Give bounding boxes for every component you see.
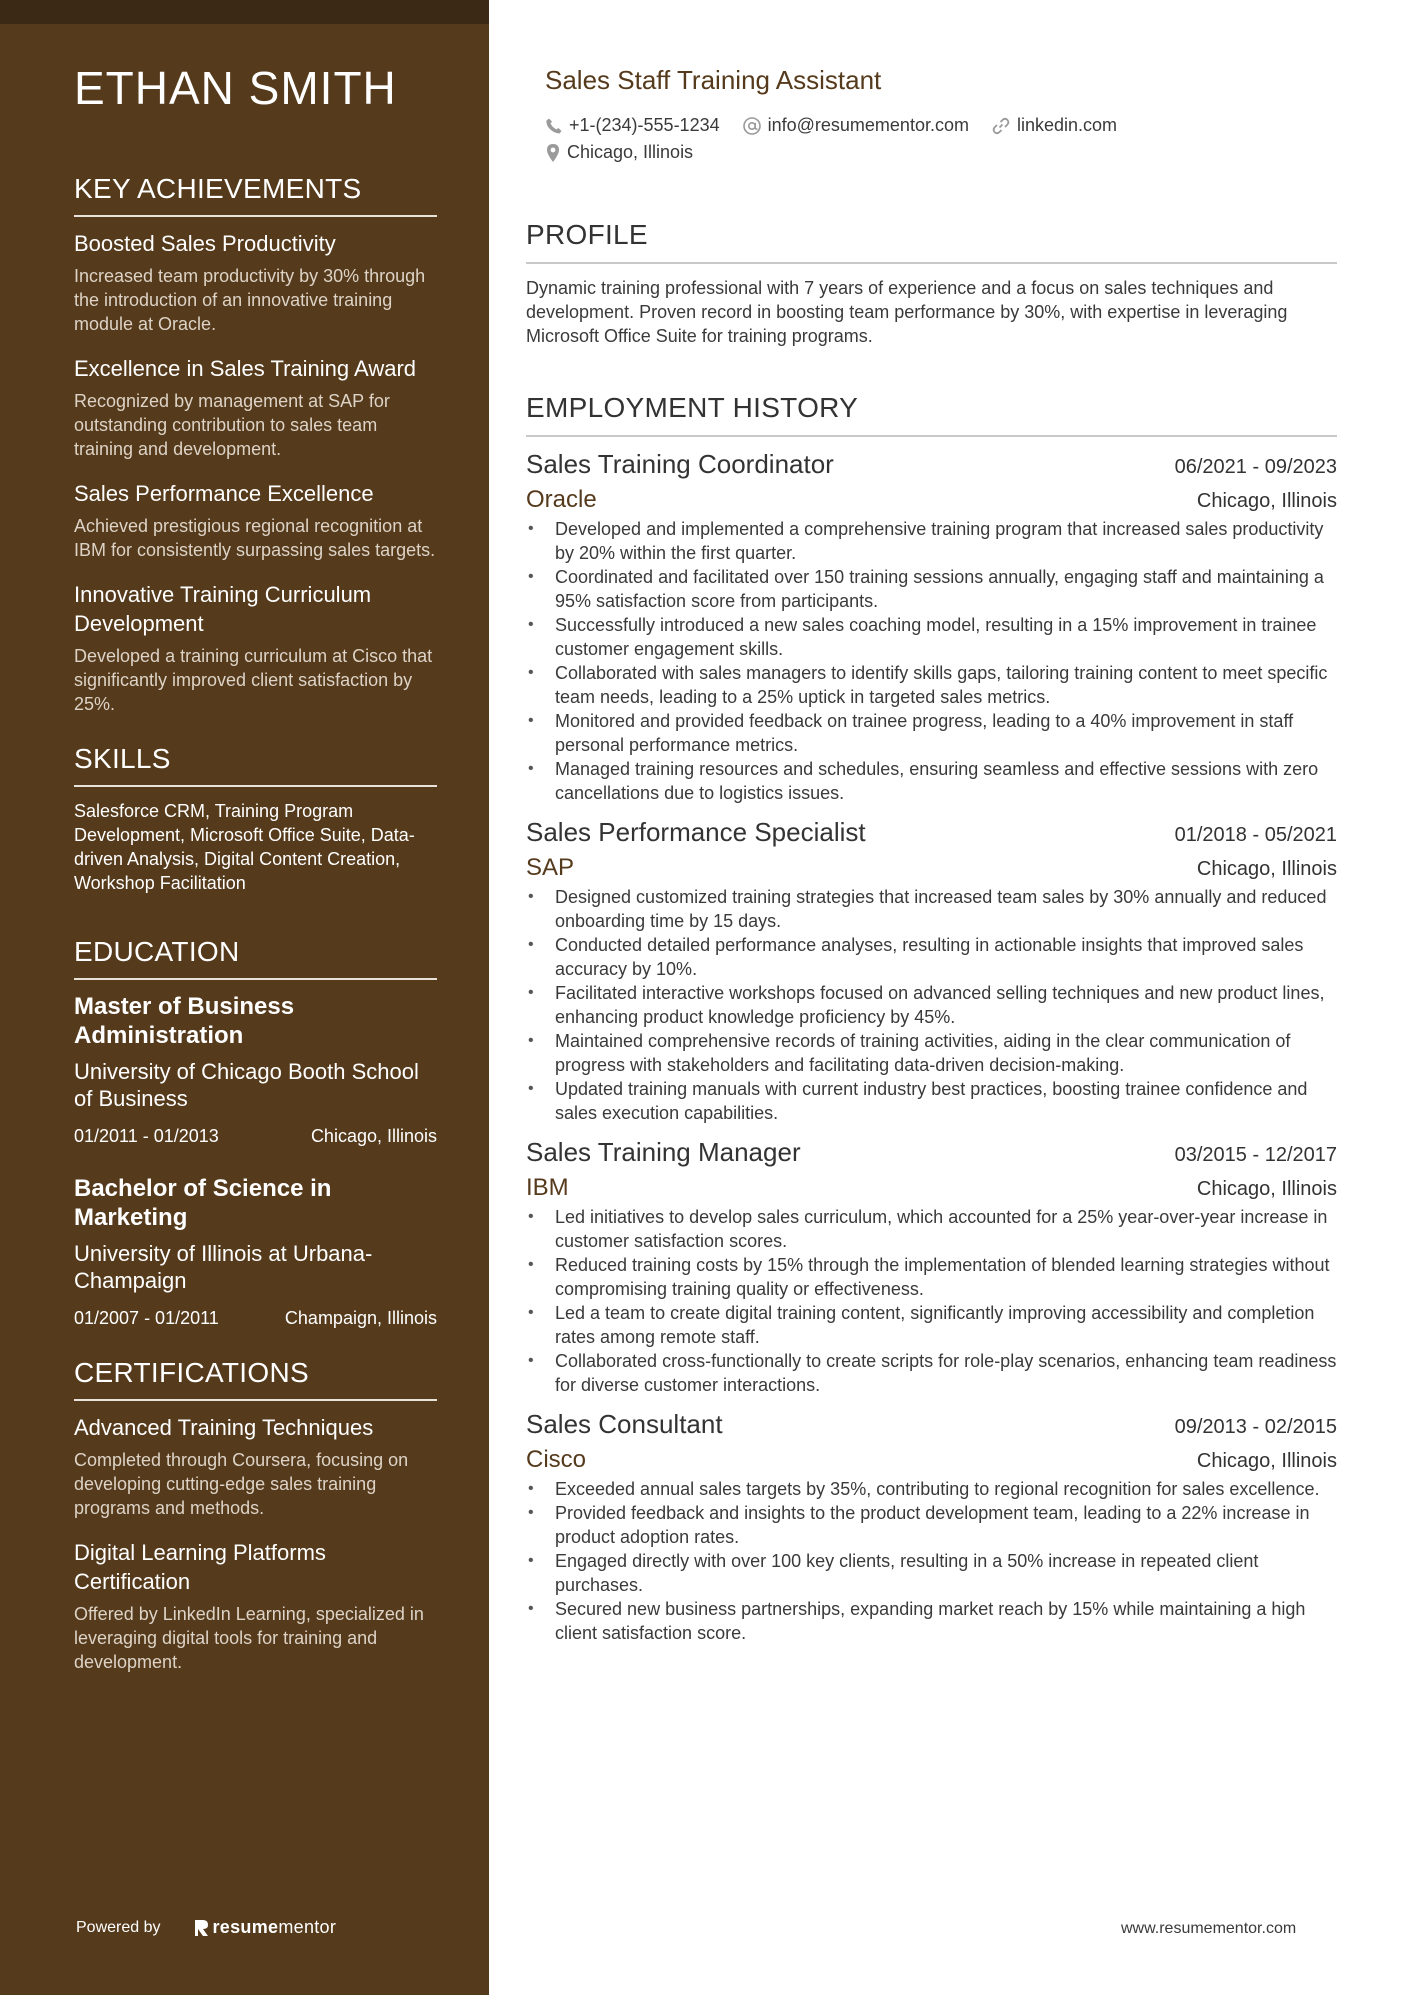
skills-list: Salesforce CRM, Training Program Development, Microsoft Office Suite, Data-driven Analysis, Digital Content Creation, Workshop Facilitation — [74, 801, 415, 893]
education-school: University of Chicago Booth School of Business — [74, 1059, 419, 1111]
education-meta — [74, 1124, 437, 1148]
job-company: IBM — [526, 1174, 569, 1201]
skills-section — [74, 742, 437, 895]
skills-heading: SKILLS — [74, 742, 437, 787]
job-role: Sales Training Coordinator — [526, 449, 834, 479]
job-entry — [526, 1135, 1337, 1397]
sidebar-content — [74, 58, 437, 1692]
job-bullet: • Engaged directly with over 100 key clients, resulting in a 50% increase in repeated client purchases. — [526, 1549, 1337, 1597]
job-bullet: • Facilitated interactive workshops focused on advanced selling techniques and new product lines, enhancing product knowledge proficiency by 45%. — [526, 981, 1337, 1029]
linkedin-url: linkedin.com — [1016, 115, 1118, 135]
profile-heading: PROFILE — [526, 218, 1337, 264]
job-company: Cisco — [526, 1446, 587, 1473]
job-location: Chicago, Illinois — [1196, 490, 1337, 512]
job-location: Chicago, Illinois — [1196, 858, 1337, 880]
certification-title: Digital Learning Platforms Certification — [74, 1540, 326, 1594]
job-header — [526, 1135, 1337, 1169]
job-bullet: • Collaborated with sales managers to identify skills gaps, tailoring training content to meet specific team needs, leading to a 25% uptick in targeted sales metrics. — [526, 661, 1337, 709]
phone-number: +1-(234)-555-1234 — [569, 115, 720, 135]
job-bullets — [526, 517, 1337, 805]
job-bullet: • Coordinated and facilitated over 150 training sessions annually, engaging staff and maintaining a 95% satisfaction score from participants. — [526, 565, 1337, 613]
contact-row — [545, 139, 1325, 166]
job-dates: 03/2015 - 12/2017 — [1174, 1144, 1337, 1166]
certification-item — [74, 1413, 437, 1520]
job-bullet: • Exceeded annual sales targets by 35%, contributing to regional recognition for sales excellence. — [526, 1477, 1337, 1501]
brand-logo[interactable] — [193, 1917, 337, 1938]
at-sign-icon — [742, 116, 762, 136]
certifications-section — [74, 1356, 437, 1674]
certification-description: Completed through Coursera, focusing on developing cutting-edge sales training programs and methods. — [74, 1450, 409, 1518]
education-school: University of Illinois at Urbana-Champaign — [74, 1241, 373, 1293]
contact-info — [545, 112, 1325, 166]
achievement-title: Sales Performance Excellence — [74, 481, 374, 506]
education-degree: Bachelor of Science in Marketing — [74, 1175, 332, 1231]
job-entry — [526, 1407, 1337, 1645]
job-bullet: • Reduced training costs by 15% through the implementation of blended learning strategies without compromising training quality or effectiveness. — [526, 1253, 1337, 1301]
education-location: Champaign, Illinois — [284, 1308, 437, 1328]
job-dates: 06/2021 - 09/2023 — [1174, 456, 1337, 478]
job-header — [526, 447, 1337, 481]
location-pin-icon — [545, 143, 561, 163]
job-bullet: • Maintained comprehensive records of training activities, aiding in the clear communication of progress with stakeholders and facilitating data-driven decision-making. — [526, 1029, 1337, 1077]
sidebar — [0, 0, 489, 1995]
powered-by — [76, 1917, 336, 1938]
education-item — [74, 992, 437, 1148]
contact-phone[interactable] — [545, 115, 720, 136]
education-heading: EDUCATION — [74, 935, 437, 980]
job-location: Chicago, Illinois — [1196, 1450, 1337, 1472]
job-bullet: • Successfully introduced a new sales coaching model, resulting in a 15% improvement in trainee customer engagement skills. — [526, 613, 1337, 661]
email-address: info@resumementor.com — [767, 115, 969, 135]
job-bullet: • Monitored and provided feedback on trainee progress, leading to a 40% improvement in staff personal performance metrics. — [526, 709, 1337, 757]
job-bullet: • Provided feedback and insights to the product development team, leading to a 22% increase in product adoption rates. — [526, 1501, 1337, 1549]
achievement-title: Boosted Sales Productivity — [74, 231, 336, 256]
job-bullet: • Updated training manuals with current industry best practices, boosting trainee confidence and sales execution capabilities. — [526, 1077, 1337, 1125]
job-bullet: • Designed customized training strategies that increased team sales by 30% annually and reduced onboarding time by 15 days. — [526, 885, 1337, 933]
achievement-description: Achieved prestigious regional recognition at IBM for consistently surpassing sales targets. — [74, 516, 436, 560]
footer-website-link[interactable]: www.resumementor.com — [1121, 1920, 1297, 1937]
education-item — [74, 1174, 437, 1330]
job-subheader — [526, 1445, 1337, 1475]
job-company: Oracle — [526, 486, 597, 513]
job-bullet: • Secured new business partnerships, expanding market reach by 15% while maintaining a high client satisfaction score. — [526, 1597, 1337, 1645]
contact-row — [545, 112, 1325, 139]
achievements-heading: KEY ACHIEVEMENTS — [74, 172, 437, 217]
job-header — [526, 815, 1337, 849]
profile-section — [526, 218, 1337, 348]
job-bullets — [526, 1477, 1337, 1645]
brand-name-light: mentor — [278, 1917, 337, 1937]
powered-by-label: Powered by — [76, 1918, 161, 1936]
brand-mark-icon — [193, 1918, 209, 1938]
candidate-name: ETHAN SMITH — [74, 62, 397, 114]
job-role: Sales Performance Specialist — [526, 817, 866, 847]
achievement-item — [74, 479, 437, 562]
job-bullet: • Conducted detailed performance analyses, resulting in actionable insights that improved sales accuracy by 10%. — [526, 933, 1337, 981]
job-bullets — [526, 885, 1337, 1125]
job-bullet: • Managed training resources and schedules, ensuring seamless and effective sessions with zero cancellations due to logistics issues. — [526, 757, 1337, 805]
link-icon — [991, 116, 1011, 136]
employment-heading: EMPLOYMENT HISTORY — [526, 391, 1337, 437]
education-location: Chicago, Illinois — [310, 1126, 437, 1146]
education-section — [74, 935, 437, 1330]
contact-email[interactable] — [742, 115, 969, 136]
achievement-title: Innovative Training Curriculum Development — [74, 582, 372, 636]
job-subheader — [526, 1173, 1337, 1203]
certification-title: Advanced Training Techniques — [74, 1415, 374, 1440]
education-meta — [74, 1306, 437, 1330]
contact-linkedin[interactable] — [991, 115, 1117, 136]
achievement-description: Recognized by management at SAP for outstanding contribution to sales team training and development. — [74, 391, 390, 459]
achievement-description: Increased team productivity by 30% through the introduction of an innovative training module at Oracle. — [74, 266, 426, 334]
sidebar-top-bar — [0, 0, 489, 24]
achievement-description: Developed a training curriculum at Cisco that significantly improved client satisfaction by 25%. — [74, 646, 433, 714]
contact-location — [545, 142, 693, 163]
location-text: Chicago, Illinois — [567, 142, 694, 162]
certification-item — [74, 1538, 437, 1674]
achievements-section — [74, 172, 437, 716]
job-company: SAP — [526, 854, 575, 881]
job-header — [526, 1407, 1337, 1441]
achievement-item — [74, 229, 437, 336]
job-entry — [526, 447, 1337, 805]
job-bullet: • Developed and implemented a comprehensive training program that increased sales productivity by 20% within the first quarter. — [526, 517, 1337, 565]
job-subheader — [526, 853, 1337, 883]
achievement-item — [74, 580, 437, 716]
job-role: Sales Consultant — [526, 1409, 723, 1439]
job-role: Sales Training Manager — [526, 1137, 801, 1167]
brand-name-bold: resume — [212, 1917, 279, 1937]
achievement-item — [74, 354, 437, 461]
employment-section — [526, 391, 1337, 1645]
education-dates: 01/2007 - 01/2011 — [74, 1308, 219, 1328]
profile-summary: Dynamic training professional with 7 years of experience and a focus on sales techniques and development. Proven record in boosting team performance by 30%, with expertise in leveraging Microsoft Office Suite for training programs. — [526, 278, 1288, 346]
job-bullets — [526, 1205, 1337, 1397]
education-dates: 01/2011 - 01/2013 — [74, 1126, 219, 1146]
phone-icon — [545, 117, 563, 135]
certification-description: Offered by LinkedIn Learning, specialized in leveraging digital tools for training and development. — [74, 1604, 424, 1672]
certifications-heading: CERTIFICATIONS — [74, 1356, 437, 1401]
job-entry — [526, 815, 1337, 1125]
target-job-title: Sales Staff Training Assistant — [545, 65, 882, 95]
job-dates: 01/2018 - 05/2021 — [1174, 824, 1337, 846]
job-bullet: • Led initiatives to develop sales curriculum, which accounted for a 25% year-over-year increase in customer satisfaction scores. — [526, 1205, 1337, 1253]
achievement-title: Excellence in Sales Training Award — [74, 356, 417, 381]
job-bullet: • Collaborated cross-functionally to create scripts for role-play scenarios, enhancing team readiness for diverse customer interactions. — [526, 1349, 1337, 1397]
job-bullet: • Led a team to create digital training content, significantly improving accessibility and completion rates among remote staff. — [526, 1301, 1337, 1349]
job-dates: 09/2013 - 02/2015 — [1174, 1416, 1337, 1438]
education-degree: Master of Business Administration — [74, 993, 295, 1049]
job-location: Chicago, Illinois — [1196, 1178, 1337, 1200]
job-subheader — [526, 485, 1337, 515]
